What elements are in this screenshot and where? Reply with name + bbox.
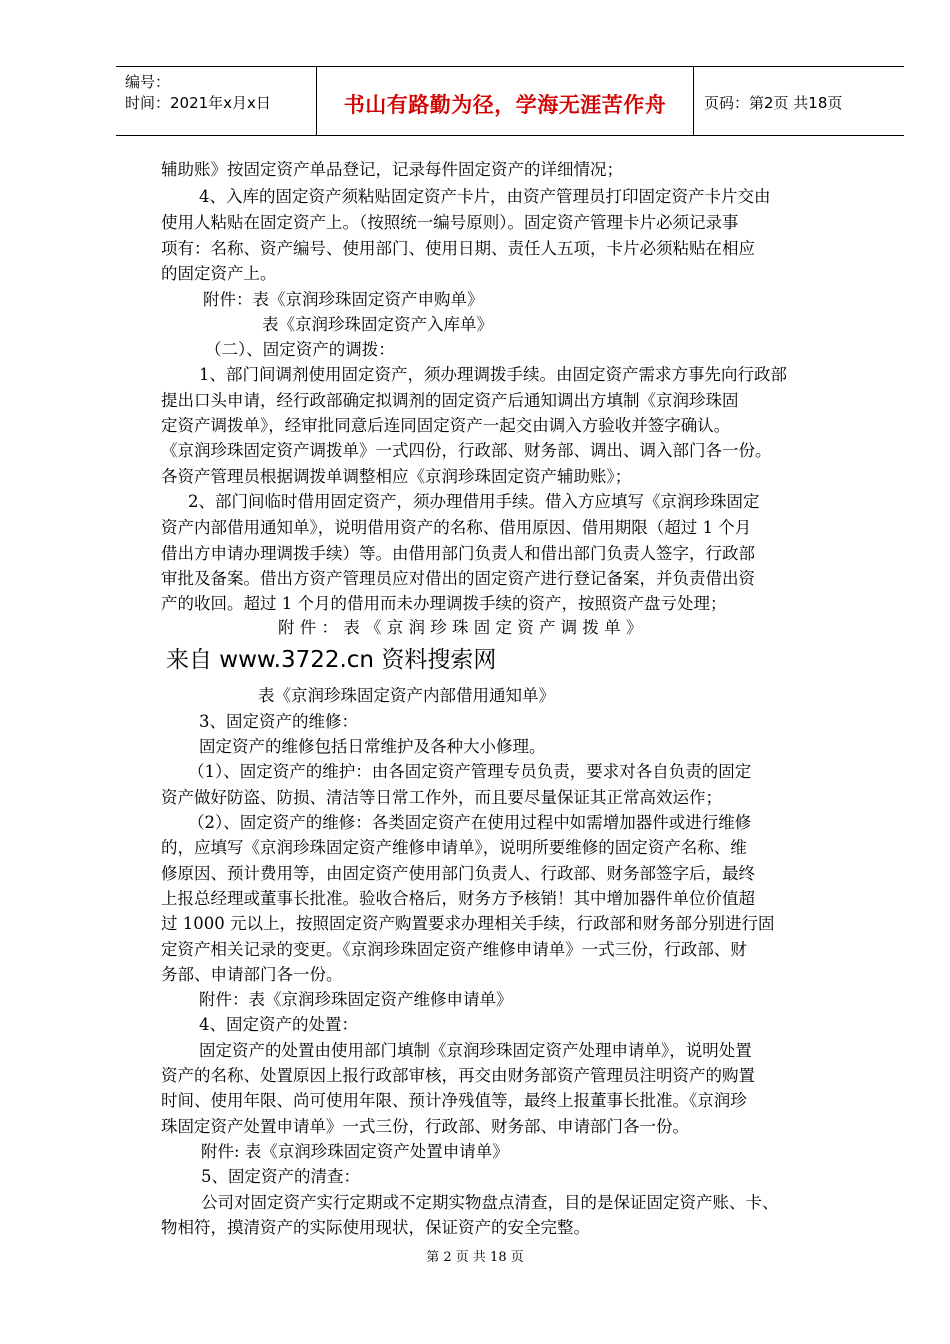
body-line: 审批及备案。借出方资产管理员应对借出的固定资产进行登记备案，并负责借出资 <box>161 569 755 588</box>
body-line: 使用人粘贴在固定资产上。（按照统一编号原则）。固定资产管理卡片必须记录事 <box>161 213 739 232</box>
body-line: 公司对固定资产实行定期或不定期实物盘点清查，目的是保证固定资产账、卡、 <box>201 1193 779 1212</box>
body-line: 《京润珍珠固定资产调拨单》一式四份，行政部、财务部、调出、调入部门各一份。 <box>161 441 772 460</box>
section-heading: 5、固定资产的清查： <box>201 1167 360 1186</box>
body-line: 物相符，摸清资产的实际使用现状，保证资产的安全完整。 <box>161 1218 590 1237</box>
header-page-cell <box>693 67 904 135</box>
body-line: 借出方申请办理调拨手续）等。由借用部门负责人和借出部门负责人签字，行政部 <box>161 544 755 563</box>
section-heading: （二）、固定资产的调拨： <box>205 340 395 359</box>
watermark-text: 来自 www.3722.cn 资料搜索网 <box>166 647 497 673</box>
body-line: 上报总经理或董事长批准。验收合格后，财务方予核销！其中增加器件单位价值超 <box>161 889 755 908</box>
attachment-line: 附件：表《京润珍珠固定资产维修申请单》 <box>199 990 513 1009</box>
page-header <box>116 66 904 136</box>
section-heading: 4、固定资产的处置： <box>199 1015 358 1034</box>
document-time: 时间：2021年x月x日 <box>125 94 271 112</box>
attachment-line: 附件: 表《京润珍珠固定资产处置申请单》 <box>201 1142 509 1161</box>
attachment-line: 附件：表《京润珍珠固定资产申购单》 <box>203 290 484 309</box>
attachment-line: 表《京润珍珠固定资产内部借用通知单》 <box>258 686 555 705</box>
body-line: 过 1000 元以上，按照固定资产购置要求办理相关手续，行政部和财务部分别进行固 <box>161 914 775 933</box>
page-info: 页码：第2页 共18页 <box>704 94 843 112</box>
body-line: 4、入库的固定资产须粘贴固定资产卡片，由资产管理员打印固定资产卡片交由 <box>199 187 771 206</box>
body-line: 固定资产的处置由使用部门填制《京润珍珠固定资产处理申请单》，说明处置 <box>199 1041 752 1060</box>
body-line: 时间、使用年限、尚可使用年限、预计净残值等，最终上报董事长批准。《京润珍 <box>161 1091 747 1110</box>
body-line: 定资产调拨单》，经审批同意后连同固定资产一起交由调入方验收并签字确认。 <box>161 416 731 435</box>
body-line: （2）、固定资产的维修：各类固定资产在使用过程中如需增加器件或进行维修 <box>188 813 752 832</box>
body-line: 珠固定资产处置申请单》一式三份，行政部、财务部、申请部门各一份。 <box>161 1117 689 1136</box>
attachment-line: 附 件 ： 表 《 京 润 珍 珠 固 定 资 产 调 拨 单 》 <box>278 618 643 637</box>
header-motto-cell <box>316 67 694 135</box>
body-line: （1）、固定资产的维护：由各固定资产管理专员负责，要求对各自负责的固定 <box>188 762 752 781</box>
body-line: 产的收回。超过 1 个月的借用而未办理调拨手续的资产，按照资产盘亏处理； <box>161 594 727 613</box>
body-line: 的固定资产上。 <box>161 264 277 283</box>
body-line: 的，应填写《京润珍珠固定资产维修申请单》，说明所要维修的固定资产名称、维 <box>161 838 747 857</box>
body-line: 各资产管理员根据调拨单调整相应《京润珍珠固定资产辅助账》； <box>161 467 632 486</box>
body-line: 项有：名称、资产编号、使用部门、使用日期、责任人五项，卡片必须粘贴在相应 <box>161 239 755 258</box>
body-line: 1、部门间调剂使用固定资产，须办理调拨手续。由固定资产需求方事先向行政部 <box>199 365 787 384</box>
attachment-line: 表《京润珍珠固定资产入库单》 <box>262 315 493 334</box>
body-line: 2、部门间临时借用固定资产，须办理借用手续。借入方应填写《京润珍珠固定 <box>188 492 760 511</box>
page-footer: 第 2 页 共 18 页 <box>426 1250 524 1265</box>
body-line: 固定资产的维修包括日常维护及各种大小修理。 <box>199 737 546 756</box>
document-number: 编号： <box>125 73 171 91</box>
body-line: 务部、申请部门各一份。 <box>161 965 343 984</box>
body-line: 修原因、预计费用等，由固定资产使用部门负责人、行政部、财务部签字后，最终 <box>161 864 755 883</box>
body-line: 资产的名称、处置原因上报行政部审核，再交由财务部资产管理员注明资产的购置 <box>161 1066 755 1085</box>
section-heading: 3、固定资产的维修： <box>199 712 358 731</box>
body-line: 提出口头申请，经行政部确定拟调剂的固定资产后通知调出方填制《京润珍珠固 <box>161 391 739 410</box>
body-line: 辅助账》按固定资产单品登记，记录每件固定资产的详细情况； <box>161 160 623 179</box>
motto: 书山有路勤为径，学海无涯苦作舟 <box>343 93 667 117</box>
header-meta <box>116 67 316 135</box>
body-line: 资产内部借用通知单》，说明借用资产的名称、借用原因、借用期限（超过 1 个月 <box>161 518 752 537</box>
body-line: 资产做好防盗、防损、清洁等日常工作外，而且要尽量保证其正常高效运作； <box>161 788 722 807</box>
body-line: 定资产相关记录的变更。《京润珍珠固定资产维修申请单》一式三份，行政部、财 <box>161 940 747 959</box>
